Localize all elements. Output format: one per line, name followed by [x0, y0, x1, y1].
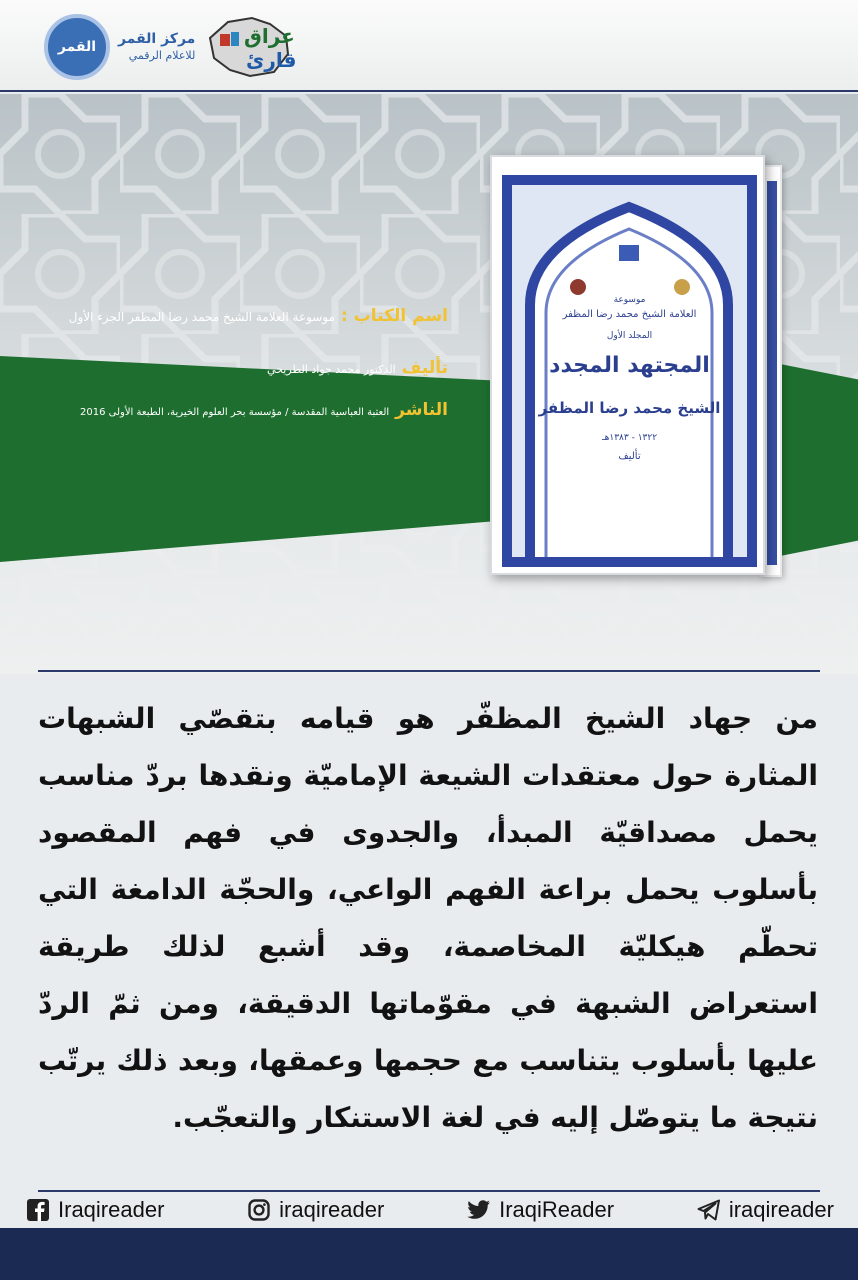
author-row [267, 358, 448, 378]
cover-line4: المجتهد المجدد [549, 353, 710, 378]
twitter-handle: IraqiReader [499, 1197, 615, 1222]
cover-line7: تأليف [618, 451, 641, 462]
reader-logo-line2: قارئ [246, 48, 297, 72]
telegram-icon [697, 1198, 721, 1222]
info-band-right [780, 364, 858, 556]
reader-logo-line1: عراق [244, 24, 295, 48]
instagram-icon [247, 1198, 271, 1222]
instagram-handle: iraqireader [279, 1197, 385, 1222]
publisher-label: الناشر [395, 400, 448, 420]
author-label: تأليف [401, 358, 448, 378]
cover-line5: الشيخ محمد رضا المظفر [538, 399, 721, 417]
seal-icon [619, 245, 639, 261]
social-links [0, 1192, 858, 1228]
qamar-subtitle: للاعلام الرقمي [128, 48, 196, 62]
book-inner [512, 185, 747, 557]
publisher-value: العتبة العباسية المقدسة / مؤسسة بحر العلوم الخيرية، الطبعة الأولى 2016 [80, 407, 390, 418]
book-front [490, 155, 765, 575]
book-title-row [69, 306, 448, 326]
footer-bar [0, 1228, 858, 1280]
book-frame [502, 175, 757, 567]
cover-line1: موسوعة [613, 295, 646, 305]
twitter-icon [467, 1198, 491, 1222]
qamar-mark-icon: القمر [44, 14, 110, 80]
book-title-label: اسم الكتاب : [340, 306, 448, 326]
hero-section [0, 94, 858, 674]
telegram-link[interactable] [697, 1197, 834, 1223]
instagram-link[interactable] [247, 1197, 384, 1223]
facebook-icon [26, 1198, 50, 1222]
author-value: الدكتور محمد جواد الطريحي [267, 363, 396, 376]
book-cover-image [490, 155, 788, 583]
cover-line3: المجلد الأول [606, 331, 653, 341]
cover-line2: العلامة الشيخ محمد رضا المظفر [562, 309, 697, 320]
twitter-link[interactable] [467, 1197, 614, 1223]
facebook-handle: Iraqireader [58, 1197, 165, 1222]
iraqi-reader-logo [200, 10, 296, 82]
top-divider [38, 670, 820, 672]
body-paragraph: من جهاد الشيخ المظفّر هو قيامه بتقصّي الشبهات المثارة حول معتقدات الشيعة الإماميّة ونقدها بردّ مناسب يحمل مصداقيّة المبدأ، والجدوى في فهم المقصود بأسلوب يحمل براعة الفهم الواعي، والحجّة الدامغة التي تحطّم هيكليّة المخاصمة، وقد أشبع لذلك طريقة استعراض الشبهة في مقوّماتها الدقيقة، ومن ثمّ الردّ عليها بأسلوب يتناسب مع حجمها وعمقها، وبعد ذلك يرتّب نتيجة ما يتوصّل إليه في لغة الاستنكار والتعجّب. [38, 702, 818, 1134]
header [0, 0, 858, 92]
qamar-title: مركز القمر [118, 31, 196, 48]
cover-line6: ١٣٢٢ - ١٣٨٣هـ [601, 433, 658, 443]
publisher-row [80, 400, 448, 420]
qamar-text [118, 31, 195, 62]
telegram-handle: iraqireader [728, 1197, 834, 1222]
book-title-value: موسوعة العلامة الشيخ محمد رضا المظفر الجزء الأول [68, 310, 335, 324]
facebook-link[interactable] [26, 1197, 164, 1223]
